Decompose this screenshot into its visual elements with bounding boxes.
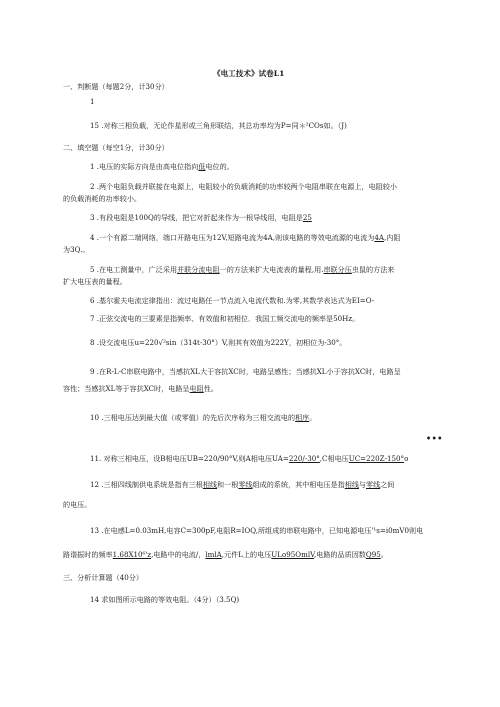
question-11-text-end: o xyxy=(404,454,409,463)
question-13-answer-4: Q95 xyxy=(365,550,381,559)
question-13-text-end: 。 xyxy=(380,550,388,559)
question-5-answer-1: 并联分流电阻 xyxy=(177,265,220,274)
question-11-text: 11. 对称三相电压，设B相电压UB=220/90°V,则A相电压UA= xyxy=(90,454,289,463)
question-13-text: 路谐振时的频率 xyxy=(63,550,113,559)
question-13-answer-1: 1.68X10⁶'z xyxy=(112,550,152,559)
question-12-text-mid-3: 与 xyxy=(358,480,367,489)
question-13-text-mid-2: ,元件L上的电压 xyxy=(221,550,272,559)
question-5-answer-2: 串联分压 xyxy=(323,265,352,274)
question-5-line-1 xyxy=(90,265,394,275)
question-12-text-mid-2: 组成的系统，其中相电压是指 xyxy=(252,480,345,489)
question-11-answer-2: UC=220Z-150° xyxy=(348,454,405,463)
question-5-line-2: 扩大电压表的量程。 xyxy=(63,277,127,286)
question-1-text: 1 .电压的实际方向是由高电位指向 xyxy=(90,162,199,171)
section-3-heading: 三、分析计算题（40分） xyxy=(63,573,143,582)
question-4-line-2: 为3Q.。 xyxy=(63,245,90,254)
question-4-text-end: ,内阻 xyxy=(384,233,401,242)
question-9-line-2 xyxy=(63,384,218,394)
question-10 xyxy=(90,413,316,423)
question-9-answer: 电阻 xyxy=(189,384,204,393)
question-14: 14 求如图所示电路的等效电阻。（4分）（3.5Q) xyxy=(90,595,240,604)
question-12-answer-3: 相线 xyxy=(344,480,359,489)
question-5-text: 5 .在电工测量中，广泛采用 xyxy=(90,265,178,274)
question-13-line-1: 13 .在电感L=0.03mH,电容C=300pF,电阻R=IOQ,所组成的串联电路中，已知电源电压'¹s=i0mV0则电 xyxy=(90,526,424,535)
question-9-text: 容性；当感抗XL等于容抗XC时，电路呈 xyxy=(63,384,190,393)
question-15: 15 .对称三相负载，无论作星形或三角形联结，其总功率均为P=同＊²COs如。（J) xyxy=(90,121,347,130)
question-3 xyxy=(90,213,312,223)
question-4-answer: 4A xyxy=(374,233,384,242)
question-12-answer-4: 零线 xyxy=(366,480,381,489)
question-1-answer: 低 xyxy=(198,162,206,171)
section-1-item-1: 1 xyxy=(90,97,95,106)
question-12-text-mid-1: 和一根 xyxy=(217,480,239,489)
question-4-text: 4 .一个有源二端网络，端口开路电压为12V,短路电流为4A,则该电路的等效电流源的电流为 xyxy=(90,233,375,242)
question-4-line-1 xyxy=(90,233,400,243)
question-12-answer-2: 零线 xyxy=(238,480,253,489)
question-1 xyxy=(90,162,234,172)
question-9-text-end: 性。 xyxy=(203,384,218,393)
exam-title: 《电工技术》试卷L1 xyxy=(213,69,285,78)
question-13-text-mid-1: ,电路中的电流/， xyxy=(151,550,206,559)
question-12-answer-1: 相线 xyxy=(202,480,218,489)
question-13-line-2 xyxy=(63,550,388,560)
question-1-text-end: 电位的。 xyxy=(205,162,234,171)
section-1-heading: 一、判断题（每题2分，计30分） xyxy=(63,82,169,91)
ellipsis-mark: ••• xyxy=(426,433,443,443)
question-13-answer-2: lmlA xyxy=(205,550,222,559)
question-6: 6 .基尔霍夫电流定律指出：流过电路任一节点流入电流代数和.为零,其数学表达式为EI=O- xyxy=(90,296,375,305)
question-10-text: 10 .三相电压达到最大值（或零值）的先后次序称为三相交流电的 xyxy=(90,413,296,422)
question-10-text-end: 。 xyxy=(309,413,317,422)
question-5-text-mid: 一的方法来扩大电流表的量程,用. xyxy=(219,265,324,274)
question-11-answer-1: 220/-30° xyxy=(288,454,320,463)
question-8: 8 .设交流电压u=220√²sin（314t-30°）V,则其有效值为222Y，初相位为-30°。 xyxy=(90,338,347,347)
question-3-answer: 25 xyxy=(302,213,312,222)
question-13-answer-3: ULo95OmlV xyxy=(271,550,314,559)
question-3-text: 3 .有段电阻是100Q的导线，把它对折起来作为一根导线用，电阻是 xyxy=(90,213,303,222)
question-13-text-mid-3: ,电路的品质因数 xyxy=(313,550,366,559)
question-7: 7 .正弦交流电的三要素是指频率、有效值和初相位．我国工频交流电的频率是50Hz。 xyxy=(90,314,360,323)
question-12-text: 12 .三相四线制供电系统是指有三根 xyxy=(90,480,203,489)
question-11 xyxy=(90,454,408,464)
question-2-line-1: 2 .两个电阻负载并联接在电源上，电阻较小的负载消耗的功率较两个电阻串联在电源上，电阻较小 xyxy=(90,182,397,191)
question-12-text-end: 之间 xyxy=(380,480,395,489)
question-10-answer: 相序 xyxy=(295,413,310,422)
question-5-text-end: 虫鼠的方法来 xyxy=(351,265,395,274)
question-2-line-2: 的负载消耗的功率较小。 xyxy=(63,194,142,203)
question-12-line-2: 的电压。 xyxy=(63,500,92,509)
section-2-heading: 二、填空题（每空1分，计30分） xyxy=(63,143,169,152)
question-9-line-1: 9 .在R-L-C串联电路中，当感抗XL大于容抗XC时，电路呈感性；当感抗XL小于容抗XC时，电路呈 xyxy=(90,367,401,376)
question-11-text-mid: ,C相电压 xyxy=(319,454,349,463)
question-12-line-1 xyxy=(90,480,394,490)
